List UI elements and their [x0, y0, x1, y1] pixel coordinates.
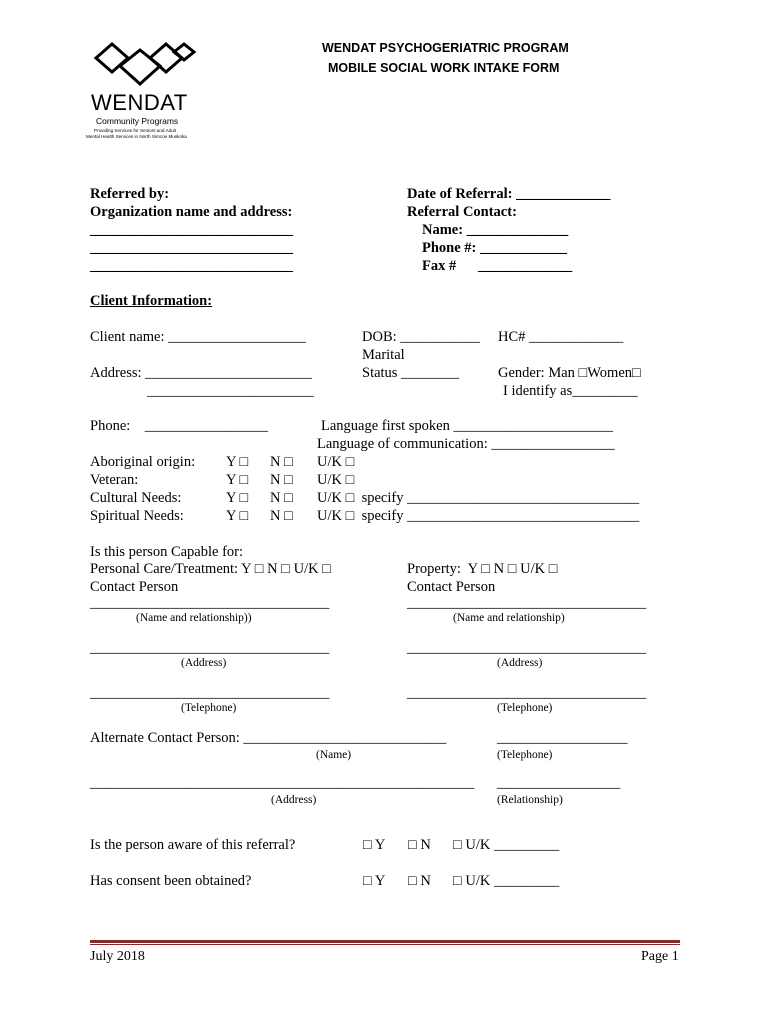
aboriginal-yes-checkbox[interactable]: Y □ [226, 454, 249, 470]
telephone-right-caption: (Telephone) [497, 702, 553, 714]
cultural-yes-checkbox[interactable]: Y □ [226, 490, 249, 506]
consent-obtained-question: Has consent been obtained? [90, 873, 252, 889]
alternate-telephone-caption: (Telephone) [497, 749, 553, 761]
aware-of-referral-question: Is the person aware of this referral? [90, 837, 296, 853]
wendat-logo [86, 40, 201, 150]
organization-line-2[interactable]: ____________________________ [90, 240, 293, 256]
contact-left-address-line[interactable]: _________________________________ [90, 640, 330, 656]
marital-label: Marital [362, 347, 405, 363]
contact-left-telephone-line[interactable]: _________________________________ [90, 685, 330, 701]
organization-line-3[interactable]: ____________________________ [90, 258, 293, 274]
alternate-address-line[interactable]: _____________________________________________________ [90, 775, 475, 791]
address-field-line-2[interactable]: _______________________ [147, 383, 314, 399]
personal-care-checkboxes[interactable]: Personal Care/Treatment: Y □ N □ U/K □ [90, 561, 331, 577]
alternate-relationship-line[interactable]: _________________ [497, 775, 621, 791]
alternate-name-caption: (Name) [316, 749, 352, 761]
veteran-uk-checkbox[interactable]: U/K □ [317, 472, 355, 488]
logo-name: WENDAT [91, 90, 188, 115]
cultural-needs-label: Cultural Needs: [90, 490, 182, 506]
alternate-address-caption: (Address) [271, 794, 317, 806]
contact-right-telephone-line[interactable]: _________________________________ [407, 685, 647, 701]
address-left-caption: (Address) [181, 657, 227, 669]
aboriginal-no-checkbox[interactable]: N □ [270, 454, 293, 470]
address-field[interactable]: Address: _______________________ [90, 365, 312, 381]
address-right-caption: (Address) [497, 657, 543, 669]
referral-fax-field[interactable]: Fax # _____________ [422, 258, 573, 274]
contact-person-right-label: Contact Person [407, 579, 496, 595]
telephone-left-caption: (Telephone) [181, 702, 237, 714]
logo-tagline-1: Providing Services for Seniors and Adult [94, 128, 176, 133]
client-information-heading: Client Information: [90, 293, 213, 309]
hc-field[interactable]: HC# _____________ [498, 329, 624, 345]
veteran-no-checkbox[interactable]: N □ [270, 472, 293, 488]
cultural-uk-specify-field[interactable]: U/K □ specify ________________________________ [317, 490, 640, 506]
marital-status-field[interactable]: Status ________ [362, 365, 460, 381]
property-checkboxes[interactable]: Property: Y □ N □ U/K □ [407, 561, 558, 577]
name-relationship-right-caption: (Name and relationship) [453, 612, 565, 624]
consent-no-checkbox[interactable]: □ N [408, 873, 431, 889]
client-name-field[interactable]: Client name: ___________________ [90, 329, 306, 345]
referral-contact-label: Referral Contact: [407, 204, 517, 220]
aboriginal-origin-label: Aboriginal origin: [90, 454, 196, 470]
organization-label: Organization name and address: [90, 204, 293, 220]
aboriginal-uk-checkbox[interactable]: U/K □ [317, 454, 355, 470]
logo-diamond-mark [94, 40, 204, 95]
spiritual-needs-label: Spiritual Needs: [90, 508, 184, 524]
aware-no-checkbox[interactable]: □ N [408, 837, 431, 853]
alternate-contact-field[interactable]: Alternate Contact Person: ____________________________ [90, 730, 447, 746]
date-of-referral-field[interactable]: Date of Referral: _____________ [407, 186, 611, 202]
consent-uk-checkbox[interactable]: □ U/K _________ [453, 873, 560, 889]
cultural-no-checkbox[interactable]: N □ [270, 490, 293, 506]
footer-date: July 2018 [90, 949, 145, 964]
alternate-telephone-line[interactable]: __________________ [497, 730, 628, 746]
consent-yes-checkbox[interactable]: □ Y [363, 873, 386, 889]
gender-field[interactable]: Gender: Man □Women□ [498, 365, 641, 381]
footer-rule-thin [90, 944, 680, 945]
language-first-field[interactable]: Language first spoken ______________________ [321, 418, 613, 434]
logo-tagline-2: Mental Health Services in North Simcoe Muskoka [86, 134, 187, 139]
referred-by-label: Referred by: [90, 186, 170, 202]
contact-person-left-label: Contact Person [90, 579, 179, 595]
aware-yes-checkbox[interactable]: □ Y [363, 837, 386, 853]
logo-subtitle: Community Programs [96, 116, 179, 126]
form-title-line-1: WENDAT PSYCHOGERIATRIC PROGRAM [322, 41, 569, 55]
referral-phone-field[interactable]: Phone #: ____________ [422, 240, 567, 256]
alternate-relationship-caption: (Relationship) [497, 794, 563, 806]
contact-right-address-line[interactable]: _________________________________ [407, 640, 647, 656]
phone-field[interactable]: Phone: _________________ [90, 418, 269, 434]
organization-line-1[interactable]: ____________________________ [90, 222, 293, 238]
aware-uk-checkbox[interactable]: □ U/K _________ [453, 837, 560, 853]
footer-rule [90, 940, 680, 943]
contact-right-name-line[interactable]: _________________________________ [407, 595, 647, 611]
spiritual-yes-checkbox[interactable]: Y □ [226, 508, 249, 524]
identify-as-field[interactable]: I identify as_________ [503, 383, 638, 399]
referral-name-field[interactable]: Name: ______________ [422, 222, 569, 238]
name-relationship-left-caption: (Name and relationship)) [136, 612, 252, 624]
veteran-yes-checkbox[interactable]: Y □ [226, 472, 249, 488]
veteran-label: Veteran: [90, 472, 139, 488]
spiritual-no-checkbox[interactable]: N □ [270, 508, 293, 524]
contact-left-name-line[interactable]: _________________________________ [90, 595, 330, 611]
footer-page-number: Page 1 [641, 949, 679, 964]
capable-question: Is this person Capable for: [90, 544, 244, 560]
dob-field[interactable]: DOB: ___________ [362, 329, 481, 345]
form-title-line-2: MOBILE SOCIAL WORK INTAKE FORM [328, 61, 560, 75]
language-communication-field[interactable]: Language of communication: _________________ [317, 436, 615, 452]
spiritual-uk-specify-field[interactable]: U/K □ specify ________________________________ [317, 508, 640, 524]
